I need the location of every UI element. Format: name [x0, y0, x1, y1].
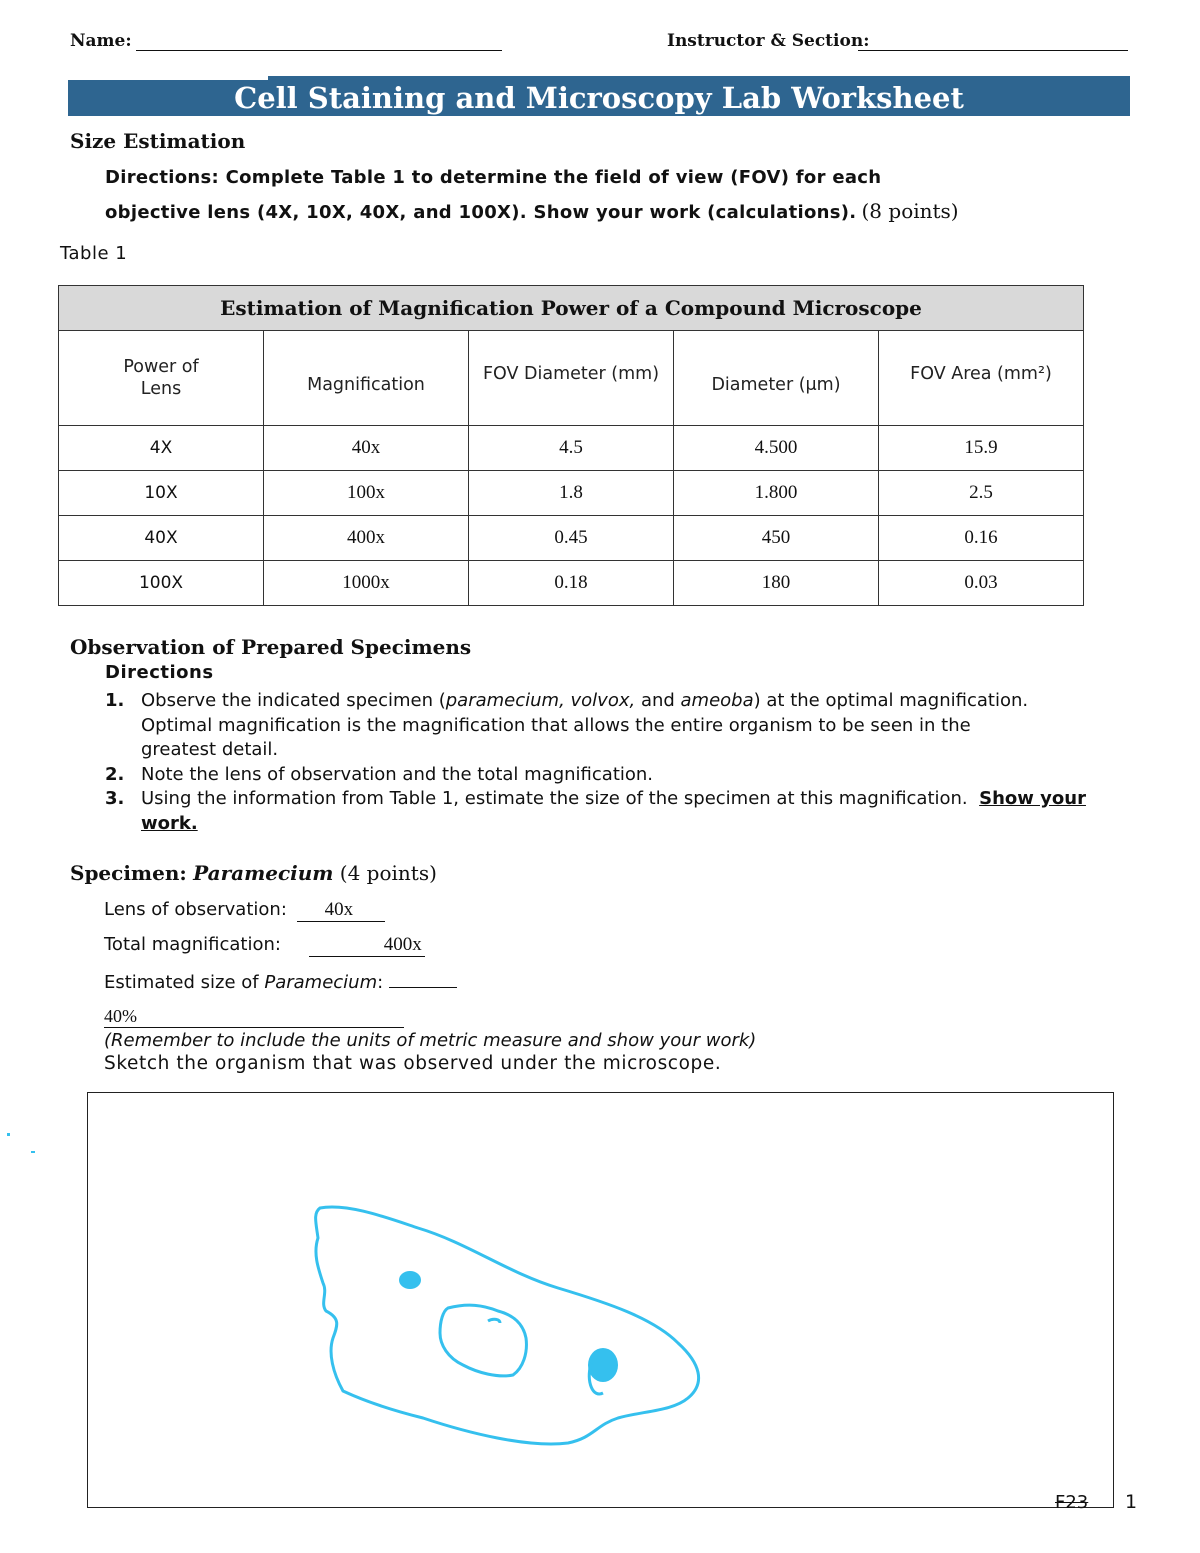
stray-mark — [31, 1151, 35, 1153]
list-item — [105, 763, 1130, 788]
name-label: Name: — [70, 31, 132, 51]
col-header-power: Power of Lens — [59, 331, 264, 426]
paramecium-sketch — [88, 1093, 1112, 1506]
cell-magnification: 400x — [264, 516, 469, 561]
magnification-table — [58, 285, 1084, 606]
specimen-heading-prefix: Specimen: — [70, 861, 187, 885]
observation-directions-label: Directions — [105, 662, 214, 683]
lens-value[interactable]: 40x — [297, 899, 385, 922]
step-specimen-ameoba: ameoba — [680, 690, 754, 711]
stray-mark — [7, 1133, 10, 1136]
total-label: Total magnification: — [104, 934, 281, 955]
cell-diameter-um: 1.800 — [674, 471, 879, 516]
cell-fov-area: 0.03 — [879, 561, 1084, 606]
step-text-mid: and — [635, 690, 681, 711]
step-text: Note the lens of observation and the total magnification. — [141, 763, 654, 785]
cell-power: 4X — [59, 426, 264, 471]
cell-fov-diameter: 0.18 — [469, 561, 674, 606]
size-field-line[interactable] — [389, 969, 457, 988]
cell-diameter-um: 4.500 — [674, 426, 879, 471]
page-number: 1 — [1125, 1491, 1138, 1513]
reminder-text: (Remember to include the units of metric measure and show your work) — [104, 1030, 757, 1051]
cell-power: 40X — [59, 516, 264, 561]
step-text: Using the information from Table 1, estimate the size of the specimen at this magnification. — [141, 788, 968, 809]
cell-fov-area: 0.16 — [879, 516, 1084, 561]
cell-fov-area: 2.5 — [879, 471, 1084, 516]
cell-fov-area: 15.9 — [879, 426, 1084, 471]
list-item — [105, 787, 1130, 836]
list-item — [105, 689, 1041, 763]
nucleus-large — [588, 1348, 618, 1382]
name-field[interactable] — [136, 50, 502, 51]
directions-line-2-wrap — [105, 199, 959, 223]
table-label: Table 1 — [60, 243, 128, 264]
sketch-area[interactable] — [87, 1092, 1114, 1508]
step-text-pre: Observe the indicated specimen ( — [141, 690, 446, 711]
col-header-diameter-um: Diameter (μm) — [674, 331, 879, 426]
cell-magnification: 1000x — [264, 561, 469, 606]
step-number: 1. — [105, 690, 125, 711]
table-row — [59, 516, 1084, 561]
directions-line-1: Directions: Complete Table 1 to determine the field of view (FOV) for each — [105, 167, 882, 188]
size-label-italic: Paramecium — [264, 972, 378, 993]
size-estimation-heading: Size Estimation — [70, 129, 246, 153]
page-title: Cell Staining and Microscopy Lab Worksheet — [234, 81, 964, 115]
specimen-points: (4 points) — [339, 861, 437, 885]
instructor-field[interactable] — [858, 50, 1128, 51]
nucleus-small — [399, 1271, 421, 1289]
total-row — [104, 934, 425, 957]
cell-fov-diameter: 1.8 — [469, 471, 674, 516]
table-row — [59, 426, 1084, 471]
table-row — [59, 471, 1084, 516]
step-text-post: ) at the optimal magnification. Optimal magnification is the magnification that allows the entire organism to be seen in the greatest detail. — [141, 690, 1029, 760]
cell-magnification: 100x — [264, 471, 469, 516]
table-row — [59, 561, 1084, 606]
size-value[interactable]: 40% — [104, 1006, 404, 1028]
step-number: 2. — [105, 763, 125, 785]
cell-power: 100X — [59, 561, 264, 606]
table-caption: Estimation of Magnification Power of a Compound Microscope — [59, 286, 1084, 331]
cell-magnification: 40x — [264, 426, 469, 471]
cell-diameter-um: 450 — [674, 516, 879, 561]
total-value[interactable]: 400x — [309, 934, 425, 957]
instructor-label: Instructor & Section: — [667, 31, 870, 51]
observation-heading: Observation of Prepared Specimens — [70, 635, 472, 659]
size-label-pre: Estimated size of — [104, 972, 265, 993]
cell-fov-diameter: 0.45 — [469, 516, 674, 561]
col-header-magnification: Magnification — [264, 331, 469, 426]
col-header-fov-area: FOV Area (mm²) — [879, 331, 1084, 426]
step-specimens: paramecium, volvox, — [445, 690, 636, 711]
specimen-heading — [70, 861, 437, 885]
cell-diameter-um: 180 — [674, 561, 879, 606]
footer-code: F23 — [1055, 1492, 1089, 1513]
lens-row — [104, 899, 385, 922]
col-header-fov-diameter: FOV Diameter (mm) — [469, 331, 674, 426]
lens-label: Lens of observation: — [104, 899, 287, 920]
size-label-post: : — [377, 972, 384, 993]
vacuole-mark — [488, 1319, 500, 1323]
step-number: 3. — [105, 788, 125, 809]
cell-outline — [316, 1207, 699, 1444]
observation-steps — [105, 689, 1130, 836]
vacuole-outline — [440, 1305, 526, 1376]
step-emphasis: Show your work. — [141, 788, 1086, 834]
sketch-prompt: Sketch the organism that was observed under the microscope. — [104, 1053, 722, 1074]
directions-line-2: objective lens (4X, 10X, 40X, and 100X). Show your work (calculations). — [105, 202, 857, 223]
size-points: (8 points) — [861, 199, 959, 223]
cell-power: 10X — [59, 471, 264, 516]
size-row — [104, 969, 457, 993]
specimen-name: Paramecium — [193, 861, 334, 885]
cell-fov-diameter: 4.5 — [469, 426, 674, 471]
